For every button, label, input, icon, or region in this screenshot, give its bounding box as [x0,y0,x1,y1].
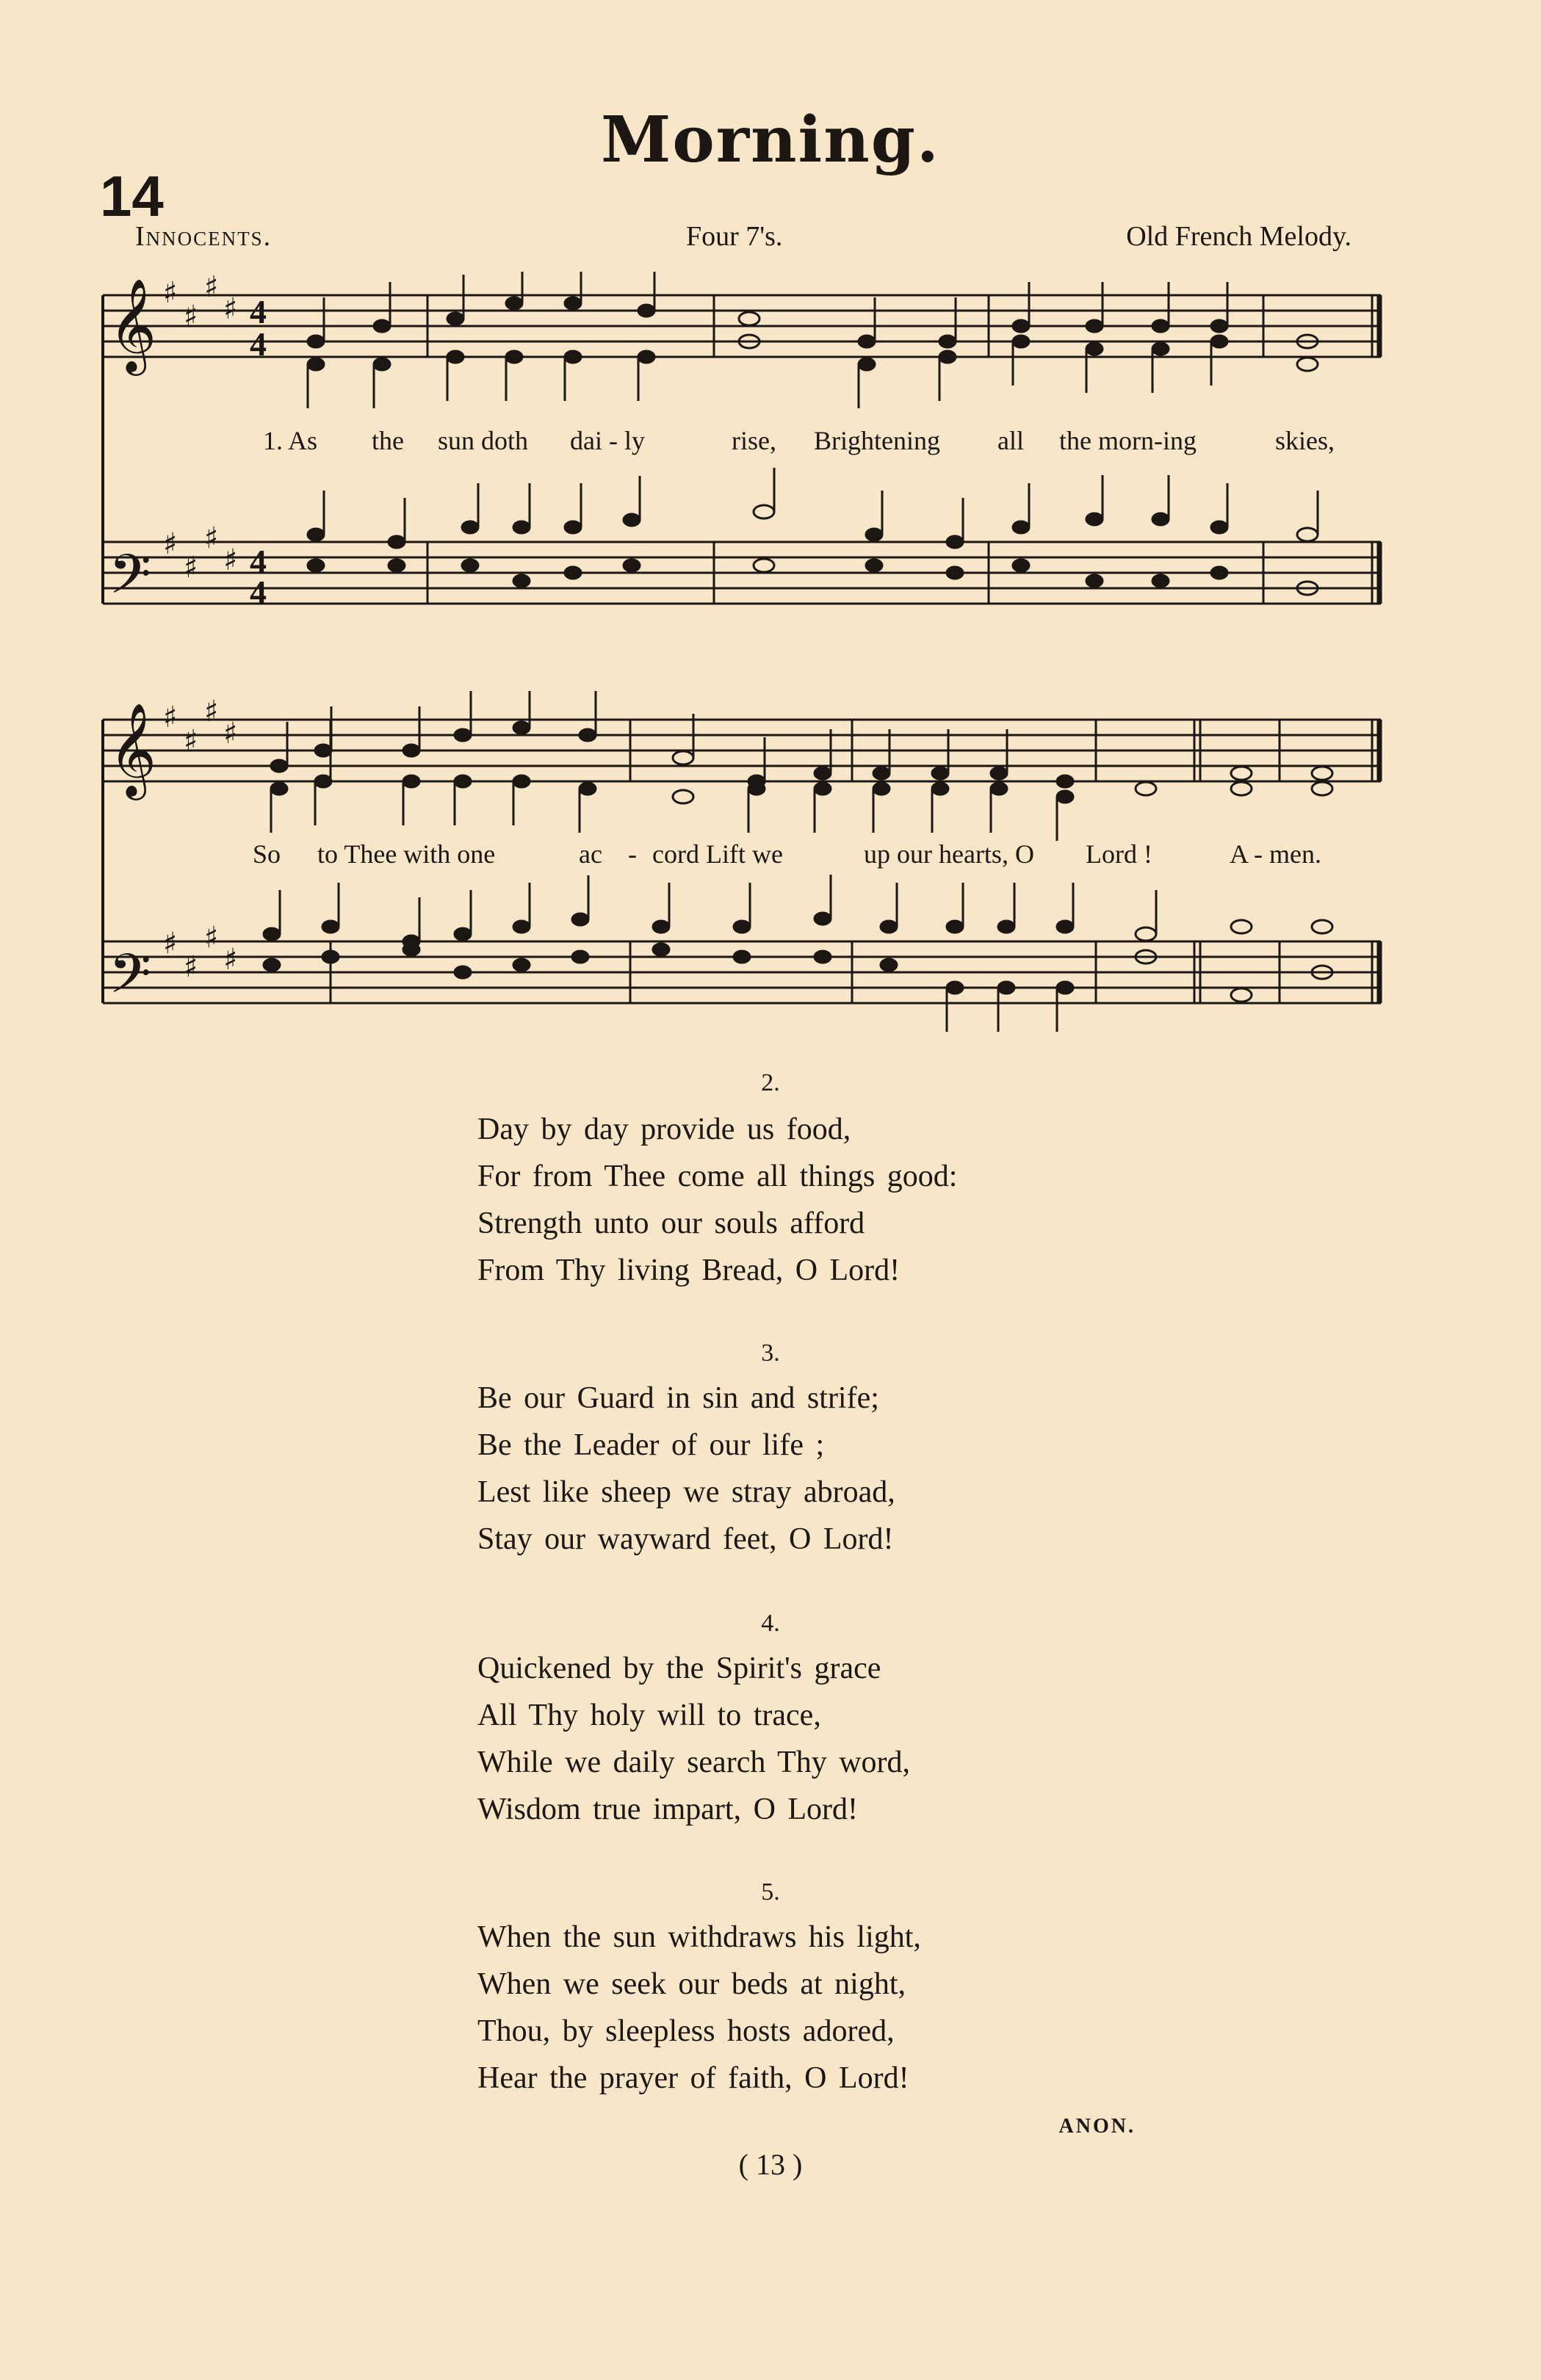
verse-number: 4. [761,1610,780,1637]
svg-text:♯: ♯ [204,695,219,728]
svg-text:♯: ♯ [204,921,219,955]
svg-text:♯: ♯ [163,527,178,561]
verse-line: Be the Leader of our life ; [477,1428,825,1462]
verse-4 [477,1645,1212,1833]
verse-number: 5. [761,1878,780,1906]
svg-text:4: 4 [250,293,267,330]
svg-text:♯: ♯ [184,551,198,585]
verse-line: When we seek our beds at night, [477,1967,906,2001]
svg-text:♯: ♯ [223,717,238,750]
lyrics [253,426,1335,869]
verse-number: 3. [761,1339,780,1367]
verse-line: Lest like sheep we stray abroad, [477,1475,895,1509]
lyric-syllable: up our hearts, O [864,839,1034,869]
bass-clef-icon: 𝄢 [109,543,151,620]
verse-2 [477,1106,1212,1294]
hymn-number: 14 [100,164,164,228]
svg-text:♯: ♯ [163,276,178,310]
meter: Four 7's. [686,221,783,252]
lyric-syllable: So [253,839,281,869]
lyric-syllable: cord Lift we [652,839,783,869]
verse-line: Strength unto our souls afford [477,1207,865,1240]
svg-text:♯: ♯ [184,724,198,758]
bass-clef-icon: 𝄢 [109,942,151,1019]
verse-line: For from Thee come all things good: [477,1160,958,1193]
lyric-syllable: sun doth [438,426,529,455]
lyric-syllable: Brightening [814,426,940,455]
verse-line: Quickened by the Spirit's grace [477,1652,881,1685]
verse-line: Day by day provide us food, [477,1113,851,1146]
verse-line: While we daily search Thy word, [477,1746,911,1779]
verse-line: From Thy living Bread, O Lord! [477,1254,901,1287]
lyric-syllable: ac [579,839,602,869]
lyric-syllable: Lord ! [1086,839,1152,869]
hymn-title: Morning. [601,103,940,177]
verse-3 [477,1375,1212,1563]
svg-text:♯: ♯ [223,543,238,577]
svg-text:♯: ♯ [163,701,178,734]
svg-text:4: 4 [250,574,267,611]
treble-clef-icon: 𝄞 [109,278,157,372]
svg-text:♯: ♯ [204,521,219,555]
tune-name: Innocents. [135,221,273,252]
svg-text:♯: ♯ [184,300,198,333]
svg-text:4: 4 [250,325,267,363]
verse-line: Stay our wayward feet, O Lord! [477,1522,894,1556]
verse-line: All Thy holy will to trace, [477,1699,821,1732]
bar-lines [331,295,1379,1003]
tune-source: Old French Melody. [1126,221,1351,252]
page-number: ( 13 ) [738,2148,803,2181]
staff-lines [103,295,1381,1003]
clefs-and-signatures [109,270,267,1019]
note-heads [264,297,1332,1002]
lyric-syllable: dai - ly [570,426,645,455]
sharp-icon [163,270,237,984]
verse-line: Wisdom true impart, O Lord! [477,1793,859,1826]
svg-text:♯: ♯ [223,943,238,977]
svg-text:4: 4 [250,543,267,580]
note-stems [271,272,1318,1032]
treble-clef-icon: 𝄞 [109,702,157,796]
lyric-syllable: rise, [732,426,776,455]
lyric-syllable: 1. As [263,426,318,455]
verse-5 [477,1914,1212,2102]
lyric-syllable: - [628,839,637,869]
lyric-syllable: skies, [1275,426,1335,455]
lyric-syllable: all [997,426,1024,455]
verse-line: Thou, by sleepless hosts adored, [477,2014,895,2048]
verse-line: When the sun withdraws his light, [477,1920,921,1954]
verse-line: Hear the prayer of faith, O Lord! [477,2061,909,2095]
svg-text:♯: ♯ [184,950,198,984]
svg-text:♯: ♯ [223,292,238,326]
lyric-syllable: A - men. [1230,839,1321,869]
verse-line: Be our Guard in sin and strife; [477,1381,879,1415]
music-score [0,0,1541,1057]
lyric-syllable: to Thee with one [317,839,496,869]
verse-number: 2. [761,1069,780,1096]
svg-text:♯: ♯ [163,927,178,961]
author: ANON. [1058,2115,1136,2138]
lyric-syllable: the morn-ing [1059,426,1197,455]
lyric-syllable: the [372,426,404,455]
svg-text:♯: ♯ [204,270,219,304]
